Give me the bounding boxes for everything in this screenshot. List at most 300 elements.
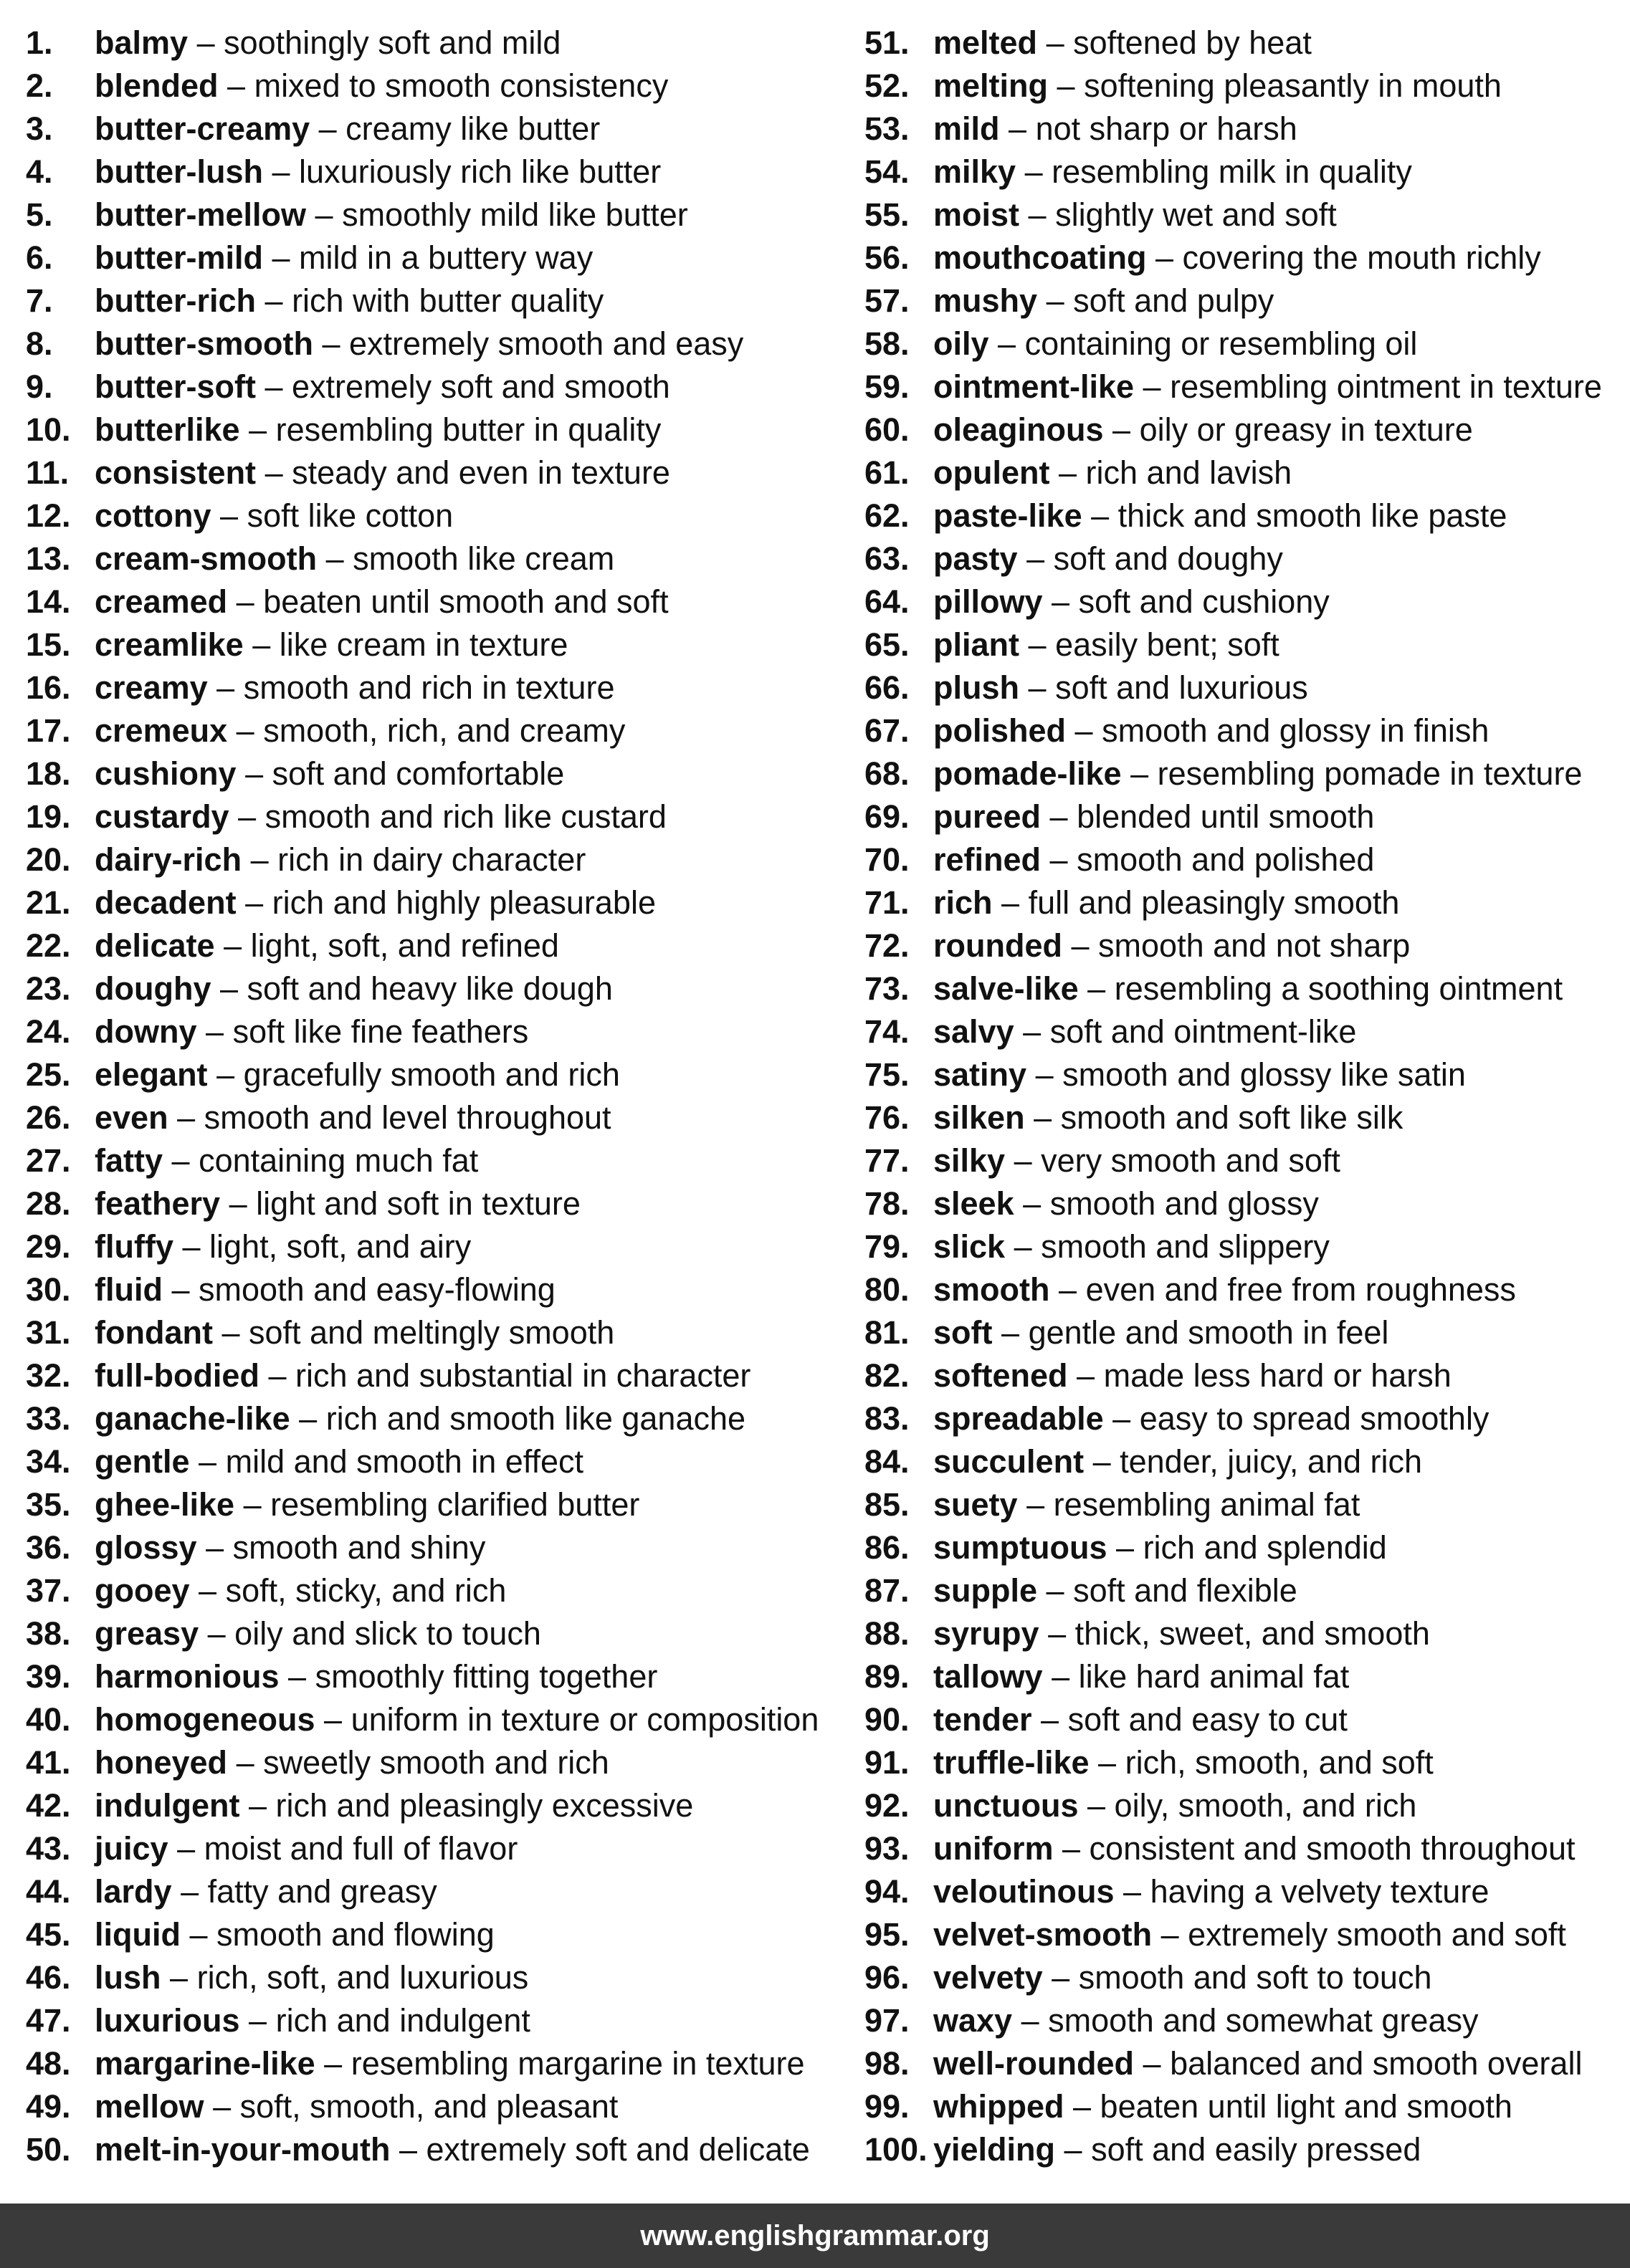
item-word: butter-mellow — [95, 196, 307, 233]
item-definition: resembling ointment in texture — [1170, 368, 1602, 405]
item-word: pillowy — [933, 583, 1043, 620]
item-definition: rich, smooth, and soft — [1125, 1744, 1434, 1781]
item-definition: smooth and easy-flowing — [199, 1271, 556, 1308]
list-item — [26, 1139, 850, 1182]
item-separator: – — [1021, 2002, 1039, 2039]
item-word: syrupy — [933, 1615, 1039, 1652]
list-item — [864, 1913, 1624, 1956]
item-definition: smooth like cream — [353, 540, 615, 577]
item-definition: soft and comfortable — [272, 755, 565, 792]
item-definition: fatty and greasy — [207, 1873, 437, 1910]
item-number: 69. — [864, 798, 910, 835]
list-item — [26, 1096, 850, 1139]
list-item — [864, 107, 1624, 150]
item-definition: soft, sticky, and rich — [225, 1572, 507, 1609]
item-definition: not sharp or harsh — [1035, 110, 1297, 147]
item-definition: blended until smooth — [1077, 798, 1375, 835]
item-separator: – — [1143, 368, 1161, 405]
item-separator: – — [1059, 1271, 1077, 1308]
item-definition: sweetly smooth and rich — [263, 1744, 609, 1781]
item-number: 43. — [26, 1830, 71, 1867]
item-separator: – — [1143, 2045, 1161, 2082]
list-item — [26, 623, 850, 666]
item-number: 30. — [26, 1271, 71, 1308]
item-separator: – — [1112, 411, 1131, 448]
item-number: 45. — [26, 1916, 71, 1953]
item-definition: extremely smooth and soft — [1188, 1916, 1566, 1953]
item-number: 59. — [864, 368, 910, 405]
item-word: creamy — [95, 669, 208, 706]
list-item — [26, 580, 850, 623]
item-number: 21. — [26, 884, 71, 921]
item-word: elegant — [95, 1056, 208, 1093]
list-item — [864, 451, 1624, 494]
item-definition: smooth and soft like silk — [1060, 1099, 1403, 1136]
item-separator: – — [1024, 153, 1043, 190]
item-word: tender — [933, 1701, 1032, 1738]
list-item — [864, 1354, 1624, 1397]
list-item — [864, 967, 1624, 1010]
item-word: gooey — [95, 1572, 190, 1609]
list-item — [26, 2085, 850, 2128]
list-item — [864, 623, 1624, 666]
item-number: 91. — [864, 1744, 910, 1781]
item-number: 7. — [26, 282, 53, 319]
item-word: greasy — [95, 1615, 199, 1652]
item-number: 18. — [26, 755, 71, 792]
item-word: milky — [933, 153, 1016, 190]
item-definition: soft and pulpy — [1073, 282, 1274, 319]
item-definition: soothingly soft and mild — [224, 24, 561, 61]
item-separator: – — [206, 1013, 224, 1050]
item-number: 25. — [26, 1056, 71, 1093]
item-separator: – — [1048, 1615, 1067, 1652]
item-definition: oily, smooth, and rich — [1114, 1787, 1417, 1824]
list-item — [864, 1268, 1624, 1311]
item-definition: gentle and smooth in feel — [1028, 1314, 1389, 1351]
item-word: salve-like — [933, 970, 1079, 1007]
item-number: 19. — [26, 798, 71, 835]
list-item — [864, 1526, 1624, 1569]
item-separator: – — [998, 325, 1016, 362]
list-item — [864, 1655, 1624, 1698]
item-separator: – — [1046, 24, 1064, 61]
item-definition: balanced and smooth overall — [1170, 2045, 1583, 2082]
item-word: honeyed — [95, 1744, 228, 1781]
item-number: 88. — [864, 1615, 910, 1652]
item-definition: rich and pleasingly excessive — [275, 1787, 694, 1824]
item-definition: light, soft, and airy — [209, 1228, 472, 1265]
item-word: fluffy — [95, 1228, 173, 1265]
item-separator: – — [1026, 540, 1045, 577]
list-item — [26, 1741, 850, 1784]
item-number: 22. — [26, 927, 71, 964]
list-item — [26, 1956, 850, 1999]
item-definition: smooth and level throughout — [204, 1099, 611, 1136]
list-item — [864, 193, 1624, 236]
list-item — [864, 1397, 1624, 1440]
item-word: oleaginous — [933, 411, 1104, 448]
item-number: 12. — [26, 497, 71, 534]
item-number: 44. — [26, 1873, 71, 1910]
item-number: 81. — [864, 1314, 910, 1351]
item-definition: soft and easy to cut — [1067, 1701, 1348, 1738]
item-definition: smoothly mild like butter — [342, 196, 688, 233]
list-item — [864, 408, 1624, 451]
list-item — [26, 408, 850, 451]
item-word: yielding — [933, 2131, 1056, 2168]
item-number: 33. — [26, 1400, 71, 1437]
item-definition: rich and indulgent — [275, 2002, 530, 2039]
list-item — [864, 666, 1624, 709]
item-separator: – — [207, 1615, 226, 1652]
item-definition: beaten until light and smooth — [1100, 2088, 1512, 2125]
item-definition: smooth and glossy — [1049, 1185, 1319, 1222]
item-separator: – — [199, 1443, 217, 1480]
list-item — [864, 236, 1624, 279]
item-definition: soft like fine feathers — [232, 1013, 529, 1050]
item-definition: smoothly fitting together — [315, 1658, 658, 1695]
item-separator: – — [272, 153, 290, 190]
list-item — [26, 1440, 850, 1483]
list-item — [864, 1956, 1624, 1999]
item-separator: – — [315, 196, 333, 233]
item-separator: – — [171, 1142, 190, 1179]
item-separator: – — [1123, 1873, 1142, 1910]
list-item — [26, 1483, 850, 1526]
item-definition: resembling animal fat — [1053, 1486, 1360, 1523]
item-definition: containing or resembling oil — [1024, 325, 1418, 362]
item-number: 68. — [864, 755, 910, 792]
item-number: 70. — [864, 841, 910, 878]
item-word: satiny — [933, 1056, 1027, 1093]
item-word: tallowy — [933, 1658, 1043, 1695]
list-item — [26, 1010, 850, 1053]
item-definition: resembling clarified butter — [270, 1486, 640, 1523]
item-word: mouthcoating — [933, 239, 1147, 276]
item-number: 62. — [864, 497, 910, 534]
item-number: 1. — [26, 24, 53, 61]
item-number: 16. — [26, 669, 71, 706]
item-separator: – — [243, 1486, 262, 1523]
item-definition: resembling milk in quality — [1052, 153, 1412, 190]
item-word: creamed — [95, 583, 228, 620]
item-definition: smooth and somewhat greasy — [1048, 2002, 1479, 2039]
item-number: 20. — [26, 841, 71, 878]
item-word: downy — [95, 1013, 197, 1050]
item-definition: light and soft in texture — [256, 1185, 581, 1222]
item-definition: rich and highly pleasurable — [272, 884, 656, 921]
item-number: 74. — [864, 1013, 910, 1050]
item-definition: smooth and rich like custard — [264, 798, 667, 835]
item-definition: easily bent; soft — [1055, 626, 1279, 663]
item-number: 77. — [864, 1142, 910, 1179]
item-word: liquid — [95, 1916, 181, 1953]
item-separator: – — [219, 970, 239, 1007]
item-definition: steady and even in texture — [292, 454, 670, 491]
item-word: lardy — [95, 1873, 172, 1910]
item-definition: soft and cushiony — [1078, 583, 1330, 620]
list-item — [26, 2042, 850, 2085]
item-word: cottony — [95, 497, 211, 534]
item-definition: like hard animal fat — [1078, 1658, 1350, 1695]
item-separator: – — [322, 325, 340, 362]
list-item — [26, 752, 850, 795]
item-number: 42. — [26, 1787, 71, 1824]
item-number: 9. — [26, 368, 53, 405]
item-word: pureed — [933, 798, 1042, 835]
item-number: 14. — [26, 583, 71, 620]
item-word: succulent — [933, 1443, 1085, 1480]
item-separator: – — [171, 1271, 190, 1308]
list-item — [864, 1870, 1624, 1913]
item-definition: extremely soft and smooth — [292, 368, 670, 405]
list-item — [864, 2042, 1624, 2085]
list-item — [26, 967, 850, 1010]
list-item — [26, 1698, 850, 1741]
item-word: well-rounded — [933, 2045, 1134, 2082]
item-number: 90. — [864, 1701, 910, 1738]
item-definition: soft and ointment-like — [1049, 1013, 1357, 1050]
item-number: 24. — [26, 1013, 71, 1050]
item-definition: mild in a buttery way — [299, 239, 594, 276]
item-number: 97. — [864, 2002, 910, 2039]
list-item — [26, 322, 850, 365]
item-number: 4. — [26, 153, 53, 190]
list-item — [864, 1010, 1624, 1053]
footer-url[interactable]: www.englishgrammar.org — [640, 2219, 990, 2252]
item-word: butterlike — [95, 411, 240, 448]
item-definition: soft and flexible — [1073, 1572, 1297, 1609]
item-word: cremeux — [95, 712, 228, 749]
item-number: 34. — [26, 1443, 71, 1480]
item-number: 26. — [26, 1099, 71, 1136]
list-item — [26, 1397, 850, 1440]
item-number: 83. — [864, 1400, 910, 1437]
item-separator: – — [1028, 196, 1047, 233]
item-separator: – — [196, 24, 215, 61]
item-separator: – — [249, 2002, 267, 2039]
item-separator: – — [318, 110, 337, 147]
item-definition: rich in dairy character — [277, 841, 586, 878]
list-item — [864, 795, 1624, 838]
list-item — [26, 1354, 850, 1397]
item-number: 10. — [26, 411, 71, 448]
item-word: plush — [933, 669, 1019, 706]
item-word: spreadable — [933, 1400, 1104, 1437]
item-number: 94. — [864, 1873, 910, 1910]
list-item — [864, 2128, 1624, 2171]
item-word: rich — [933, 884, 993, 921]
item-number: 89. — [864, 1658, 910, 1695]
item-separator: – — [216, 669, 235, 706]
list-item — [26, 1569, 850, 1612]
item-separator: – — [324, 2045, 343, 2082]
list-item — [864, 322, 1624, 365]
item-separator: – — [1046, 282, 1064, 319]
item-word: indulgent — [95, 1787, 240, 1824]
item-definition: consistent and smooth throughout — [1089, 1830, 1576, 1867]
item-number: 37. — [26, 1572, 71, 1609]
item-number: 100. — [864, 2131, 928, 2168]
item-separator: – — [1087, 1787, 1106, 1824]
item-word: sleek — [933, 1185, 1014, 1222]
item-number: 32. — [26, 1357, 71, 1394]
item-number: 93. — [864, 1830, 910, 1867]
item-separator: – — [1026, 1486, 1045, 1523]
item-word: suety — [933, 1486, 1018, 1523]
item-word: lush — [95, 1959, 161, 1996]
list-item — [26, 1182, 850, 1225]
item-number: 53. — [864, 110, 910, 147]
item-separator: – — [236, 1744, 254, 1781]
item-separator: – — [1074, 712, 1093, 749]
item-separator: – — [268, 1357, 287, 1394]
item-separator: – — [221, 1314, 240, 1351]
item-definition: smooth and soft to touch — [1078, 1959, 1432, 1996]
item-number: 86. — [864, 1529, 910, 1566]
item-number: 54. — [864, 153, 910, 190]
item-definition: full and pleasingly smooth — [1028, 884, 1400, 921]
item-separator: – — [189, 1916, 208, 1953]
item-number: 65. — [864, 626, 910, 663]
list-item — [26, 666, 850, 709]
item-word: mellow — [95, 2088, 204, 2125]
item-word: mushy — [933, 282, 1038, 319]
list-item — [864, 1612, 1624, 1655]
item-separator: – — [1071, 927, 1090, 964]
item-separator: – — [220, 497, 239, 534]
item-number: 64. — [864, 583, 910, 620]
item-number: 98. — [864, 2045, 910, 2082]
item-word: pomade-like — [933, 755, 1122, 792]
item-definition: extremely soft and delicate — [426, 2131, 810, 2168]
item-definition: extremely smooth and easy — [349, 325, 744, 362]
list-item — [864, 924, 1624, 967]
item-word: gentle — [95, 1443, 190, 1480]
item-number: 36. — [26, 1529, 71, 1566]
item-word: unctuous — [933, 1787, 1079, 1824]
list-item — [864, 150, 1624, 193]
item-definition: smooth and polished — [1077, 841, 1375, 878]
item-word: luxurious — [95, 2002, 240, 2039]
item-separator: – — [1009, 110, 1027, 147]
list-item — [26, 709, 850, 752]
item-separator: – — [1049, 841, 1068, 878]
item-word: doughy — [95, 970, 211, 1007]
list-item — [864, 2085, 1624, 2128]
item-number: 55. — [864, 196, 910, 233]
item-word: whipped — [933, 2088, 1064, 2125]
item-separator: – — [182, 1228, 201, 1265]
item-separator: – — [216, 1056, 235, 1093]
item-definition: having a velvety texture — [1150, 1873, 1490, 1910]
item-word: ganache-like — [95, 1400, 290, 1437]
item-separator: – — [1077, 1357, 1095, 1394]
list-item — [864, 1053, 1624, 1096]
list-item — [864, 1225, 1624, 1268]
item-definition: uniform in texture or composition — [351, 1701, 819, 1738]
item-word: smooth — [933, 1271, 1050, 1308]
item-number: 13. — [26, 540, 71, 577]
item-word: softened — [933, 1357, 1068, 1394]
item-number: 71. — [864, 884, 910, 921]
item-definition: oily or greasy in texture — [1139, 411, 1473, 448]
item-separator: – — [1035, 1056, 1054, 1093]
item-number: 56. — [864, 239, 910, 276]
item-word: custardy — [95, 798, 229, 835]
item-word: consistent — [95, 454, 257, 491]
list-item — [26, 1612, 850, 1655]
item-word: waxy — [933, 2002, 1013, 2039]
list-item — [864, 1311, 1624, 1354]
item-word: pasty — [933, 540, 1018, 577]
item-word: paste-like — [933, 497, 1082, 534]
item-definition: smooth and glossy like satin — [1062, 1056, 1466, 1093]
item-definition: light, soft, and refined — [250, 927, 559, 964]
list-item — [864, 1784, 1624, 1827]
item-word: supple — [933, 1572, 1038, 1609]
list-item — [864, 279, 1624, 322]
item-separator: – — [1052, 1658, 1070, 1695]
item-definition: oily and slick to touch — [234, 1615, 541, 1652]
list-item — [864, 752, 1624, 795]
list-item — [26, 1827, 850, 1870]
item-word: melting — [933, 67, 1049, 104]
list-item — [26, 365, 850, 408]
item-definition: soft like cotton — [247, 497, 454, 534]
list-item — [26, 21, 850, 64]
list-item — [864, 21, 1624, 64]
item-definition: resembling pomade in texture — [1157, 755, 1583, 792]
list-item — [864, 1999, 1624, 2042]
item-separator: – — [206, 1529, 224, 1566]
item-number: 49. — [26, 2088, 71, 2125]
list-item — [864, 1139, 1624, 1182]
item-definition: soft and doughy — [1053, 540, 1283, 577]
item-separator: – — [1064, 2131, 1082, 2168]
item-definition: resembling margarine in texture — [351, 2045, 805, 2082]
item-number: 51. — [864, 24, 910, 61]
item-word: sumptuous — [933, 1529, 1107, 1566]
item-separator: – — [324, 1701, 343, 1738]
item-word: opulent — [933, 454, 1050, 491]
item-separator: – — [177, 1830, 196, 1867]
item-separator: – — [1001, 1314, 1020, 1351]
item-definition: slightly wet and soft — [1055, 196, 1337, 233]
item-separator: – — [1130, 755, 1149, 792]
item-definition: luxuriously rich like butter — [299, 153, 662, 190]
item-word: fondant — [95, 1314, 213, 1351]
item-word: creamlike — [95, 626, 244, 663]
item-definition: tender, juicy, and rich — [1120, 1443, 1423, 1480]
item-word: delicate — [95, 927, 215, 964]
item-word: velvety — [933, 1959, 1043, 1996]
item-word: silken — [933, 1099, 1025, 1136]
list-item — [26, 881, 850, 924]
item-definition: covering the mouth richly — [1182, 239, 1541, 276]
item-number: 92. — [864, 1787, 910, 1824]
list-item — [864, 64, 1624, 107]
item-number: 85. — [864, 1486, 910, 1523]
item-separator: – — [236, 583, 254, 620]
item-number: 63. — [864, 540, 910, 577]
item-definition: rich and splendid — [1143, 1529, 1387, 1566]
item-separator: – — [325, 540, 344, 577]
list-item — [864, 1182, 1624, 1225]
item-word: soft — [933, 1314, 993, 1351]
item-word: blended — [95, 67, 219, 104]
